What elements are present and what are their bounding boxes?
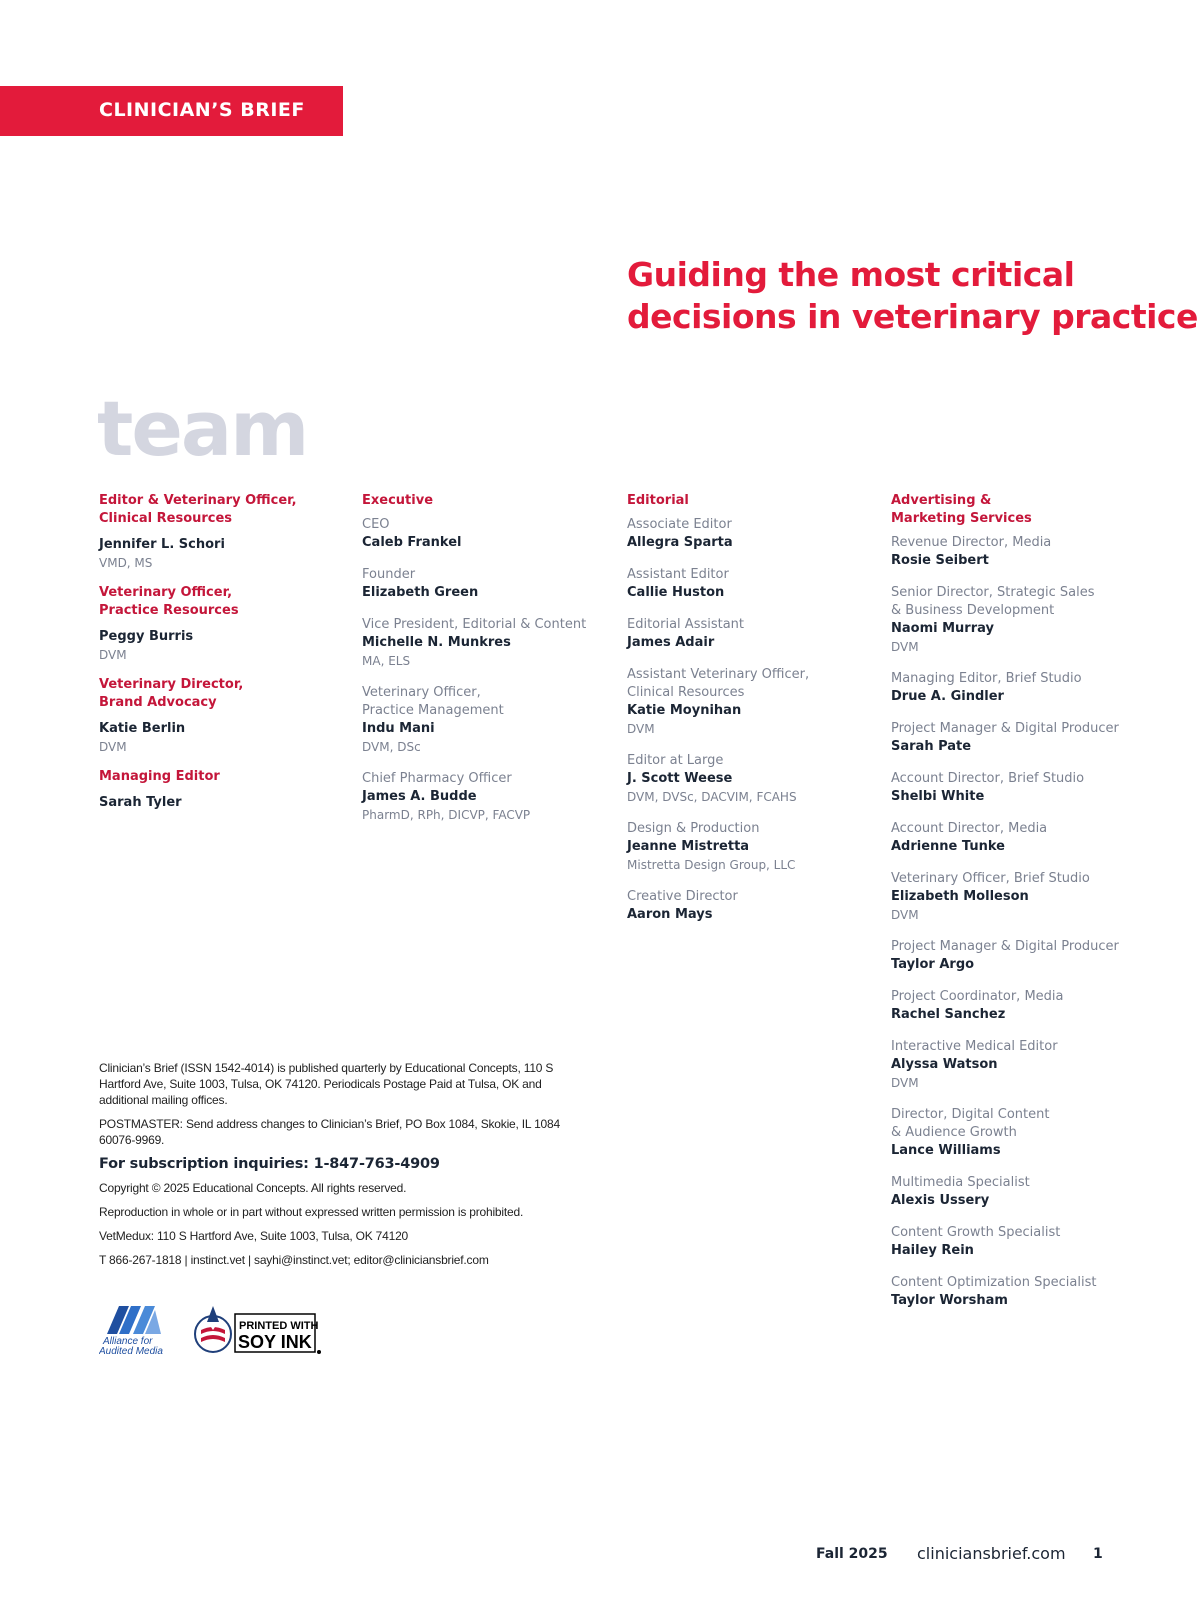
section-title (99, 676, 339, 712)
section-title-line: Marketing Services (891, 511, 1032, 526)
staff-credentials: DVM (891, 1076, 919, 1090)
staff-name: Alexis Ussery (891, 1193, 990, 1208)
staff-role (891, 770, 1131, 788)
staff-role-line: & Audience Growth (891, 1125, 1017, 1140)
staff-role (891, 1174, 1131, 1192)
staff-name: Elizabeth Molleson (891, 889, 1029, 904)
staff-entry (891, 1106, 1131, 1160)
staff-name: Jennifer L. Schori (99, 537, 225, 552)
staff-name: Shelbi White (891, 789, 985, 804)
masthead-column (99, 492, 339, 824)
staff-role (627, 888, 867, 906)
staff-role-line: Creative Director (627, 889, 738, 904)
staff-name: Taylor Worsham (891, 1293, 1008, 1308)
staff-credentials: Mistretta Design Group, LLC (627, 858, 796, 872)
staff-role (362, 566, 602, 584)
staff-entry (891, 1038, 1131, 1092)
staff-entry (362, 566, 602, 602)
staff-role (627, 616, 867, 634)
brand-name: CLINICIAN’S BRIEF (99, 99, 305, 121)
section-title (99, 492, 339, 528)
svg-text:SOY INK: SOY INK (238, 1332, 312, 1352)
footer-site[interactable]: cliniciansbrief.com (917, 1544, 1066, 1563)
staff-role (891, 534, 1131, 552)
staff-role-line: & Business Development (891, 603, 1055, 618)
staff-entry (627, 666, 867, 738)
publication-info (99, 1060, 589, 1276)
section-title (99, 768, 339, 786)
section-title (362, 492, 602, 510)
staff-role-line: Content Optimization Specialist (891, 1275, 1097, 1290)
staff-role (362, 616, 602, 634)
staff-entry (627, 616, 867, 652)
staff-role (891, 584, 1131, 620)
staff-name: Peggy Burris (99, 629, 194, 644)
copyright-notice: Copyright © 2025 Educational Concepts. All rights reserved. (99, 1181, 407, 1195)
staff-name: Caleb Frankel (362, 535, 462, 550)
staff-role (627, 566, 867, 584)
section-title (891, 492, 1131, 528)
subscription-inquiries: For subscription inquiries: 1-847-763-4909 (99, 1156, 440, 1172)
staff-name: Katie Berlin (99, 721, 186, 736)
postmaster-notice: POSTMASTER: Send address changes to Clinician’s Brief, PO Box 1084, Skokie, IL 1084 60076-9969. (99, 1117, 560, 1147)
masthead-column (891, 492, 1131, 1324)
staff-name: Callie Huston (627, 585, 725, 600)
staff-name: Drue A. Gindler (891, 689, 1004, 704)
staff-entry (362, 616, 602, 670)
staff-entry (891, 584, 1131, 656)
staff-role-line: Veterinary Officer, (362, 685, 481, 700)
soy-ink-logo (191, 1300, 323, 1356)
staff-name: Alyssa Watson (891, 1057, 998, 1072)
staff-entry (891, 720, 1131, 756)
staff-role-line: Vice President, Editorial & Content (362, 617, 587, 632)
staff-credentials: MA, ELS (362, 654, 411, 668)
page-tagline (627, 254, 1198, 338)
staff-entry (362, 516, 602, 552)
staff-role-line: CEO (362, 517, 390, 532)
staff-role-line: Associate Editor (627, 517, 732, 532)
staff-role (362, 770, 602, 788)
staff-role-line: Managing Editor, Brief Studio (891, 671, 1082, 686)
staff-entry (891, 534, 1131, 570)
staff-name: Rachel Sanchez (891, 1007, 1006, 1022)
staff-entry (99, 536, 339, 572)
staff-name: Michelle N. Munkres (362, 635, 511, 650)
staff-name: Aaron Mays (627, 907, 713, 922)
staff-entry (627, 752, 867, 806)
staff-role-line: Design & Production (627, 821, 760, 836)
staff-entry (891, 1224, 1131, 1260)
staff-role (891, 820, 1131, 838)
staff-role-line: Director, Digital Content (891, 1107, 1050, 1122)
section-title-line: Editorial (627, 493, 689, 508)
staff-entry (362, 770, 602, 824)
staff-credentials: DVM (891, 908, 919, 922)
staff-role-line: Project Manager & Digital Producer (891, 721, 1119, 736)
masthead-column (627, 492, 867, 938)
staff-name: Hailey Rein (891, 1243, 974, 1258)
staff-name: James A. Budde (362, 789, 477, 804)
staff-role-line: Account Director, Brief Studio (891, 771, 1085, 786)
staff-name: Allegra Sparta (627, 535, 733, 550)
staff-role-line: Multimedia Specialist (891, 1175, 1030, 1190)
staff-credentials: DVM (627, 722, 655, 736)
staff-role-line: Account Director, Media (891, 821, 1048, 836)
footer-page-number: 1 (1093, 1546, 1103, 1562)
staff-role (627, 666, 867, 702)
staff-entry (99, 720, 339, 756)
vetmedux-address: VetMedux: 110 S Hartford Ave, Suite 1003, Tulsa, OK 74120 (99, 1229, 409, 1243)
staff-entry (627, 566, 867, 602)
staff-credentials: VMD, MS (99, 556, 153, 570)
staff-entry (99, 794, 339, 812)
staff-role (627, 516, 867, 534)
staff-name: Katie Moynihan (627, 703, 742, 718)
staff-role-line: Assistant Veterinary Officer, (627, 667, 810, 682)
staff-role-line: Interactive Medical Editor (891, 1039, 1058, 1054)
staff-role-line: Senior Director, Strategic Sales (891, 585, 1095, 600)
staff-role (891, 1106, 1131, 1142)
section-title-line: Brand Advocacy (99, 695, 217, 710)
tagline-line-2: decisions in veterinary practice (627, 297, 1198, 336)
svg-text:Audited Media: Audited Media (99, 1346, 163, 1356)
masthead-column (362, 492, 602, 838)
staff-role (362, 684, 602, 720)
staff-role-line: Practice Management (362, 703, 504, 718)
section-title-line: Advertising & (891, 493, 992, 508)
staff-entry (627, 516, 867, 552)
staff-entry (891, 1174, 1131, 1210)
reproduction-notice: Reproduction in whole or in part without expressed written permission is prohibited. (99, 1205, 524, 1219)
staff-credentials: DVM (99, 740, 127, 754)
staff-entry (891, 1274, 1131, 1310)
staff-role (891, 720, 1131, 738)
staff-entry (362, 684, 602, 756)
staff-name: Sarah Tyler (99, 795, 182, 810)
contact-info: T 866-267-1818 | instinct.vet | sayhi@instinct.vet; editor@cliniciansbrief.com (99, 1253, 489, 1267)
staff-entry (891, 870, 1131, 924)
staff-name: Taylor Argo (891, 957, 975, 972)
staff-role (891, 1038, 1131, 1056)
staff-name: Rosie Seibert (891, 553, 989, 568)
staff-role-line: Revenue Director, Media (891, 535, 1052, 550)
section-title-line: Managing Editor (99, 769, 220, 784)
staff-role-line: Chief Pharmacy Officer (362, 771, 512, 786)
staff-credentials: PharmD, RPh, DICVP, FACVP (362, 808, 531, 822)
staff-credentials: DVM (891, 640, 919, 654)
staff-role-line: Editor at Large (627, 753, 724, 768)
staff-role (891, 670, 1131, 688)
tagline-line-1: Guiding the most critical (627, 255, 1075, 294)
staff-role-line: Project Coordinator, Media (891, 989, 1064, 1004)
section-title-line: Veterinary Director, (99, 677, 244, 692)
staff-entry (627, 820, 867, 874)
staff-role-line: Project Manager & Digital Producer (891, 939, 1119, 954)
staff-role (891, 1274, 1131, 1292)
staff-entry (891, 670, 1131, 706)
staff-credentials: DVM, DSc (362, 740, 421, 754)
staff-entry (99, 628, 339, 664)
svg-text:PRINTED WITH: PRINTED WITH (239, 1320, 319, 1332)
staff-role (891, 938, 1131, 956)
staff-entry (891, 770, 1131, 806)
staff-role-line: Veterinary Officer, Brief Studio (891, 871, 1090, 886)
section-title-line: Executive (362, 493, 434, 508)
staff-name: Sarah Pate (891, 739, 972, 754)
staff-credentials: DVM, DVSc, DACVIM, FCAHS (627, 790, 797, 804)
staff-role (627, 820, 867, 838)
staff-entry (891, 938, 1131, 974)
section-title-line: Editor & Veterinary Officer, (99, 493, 297, 508)
staff-entry (891, 988, 1131, 1024)
staff-role-line: Editorial Assistant (627, 617, 745, 632)
staff-name: Jeanne Mistretta (627, 839, 750, 854)
staff-name: Lance Williams (891, 1143, 1001, 1158)
section-title (99, 584, 339, 620)
team-heading: team (97, 384, 308, 473)
section-title (627, 492, 867, 510)
svg-text:Alliance for: Alliance for (103, 1336, 153, 1347)
staff-role-line: Founder (362, 567, 416, 582)
staff-role-line: Clinical Resources (627, 685, 745, 700)
staff-name: Adrienne Tunke (891, 839, 1005, 854)
staff-role (362, 516, 602, 534)
staff-name: Indu Mani (362, 721, 435, 736)
staff-entry (627, 888, 867, 924)
section-title-line: Veterinary Officer, (99, 585, 233, 600)
publication-statement: Clinician’s Brief (ISSN 1542-4014) is published quarterly by Educational Concepts, 110 S Hartford Ave, Suite 1003, Tulsa, OK 74120. Periodicals Postage Paid at Tulsa, OK and additional mailing offices. (99, 1061, 554, 1107)
staff-credentials: DVM (99, 648, 127, 662)
brand-banner (0, 86, 343, 136)
staff-role (891, 1224, 1131, 1242)
staff-name: Naomi Murray (891, 621, 994, 636)
section-title-line: Clinical Resources (99, 511, 233, 526)
section-title-line: Practice Resources (99, 603, 239, 618)
staff-role-line: Assistant Editor (627, 567, 729, 582)
staff-name: J. Scott Weese (627, 771, 733, 786)
staff-name: Elizabeth Green (362, 585, 479, 600)
footer-issue: Fall 2025 (816, 1546, 888, 1562)
staff-role (891, 988, 1131, 1006)
staff-role (627, 752, 867, 770)
staff-role (891, 870, 1131, 888)
staff-role-line: Content Growth Specialist (891, 1225, 1061, 1240)
staff-name: James Adair (627, 635, 715, 650)
alliance-for-audited-media-logo (99, 1300, 171, 1356)
staff-entry (891, 820, 1131, 856)
